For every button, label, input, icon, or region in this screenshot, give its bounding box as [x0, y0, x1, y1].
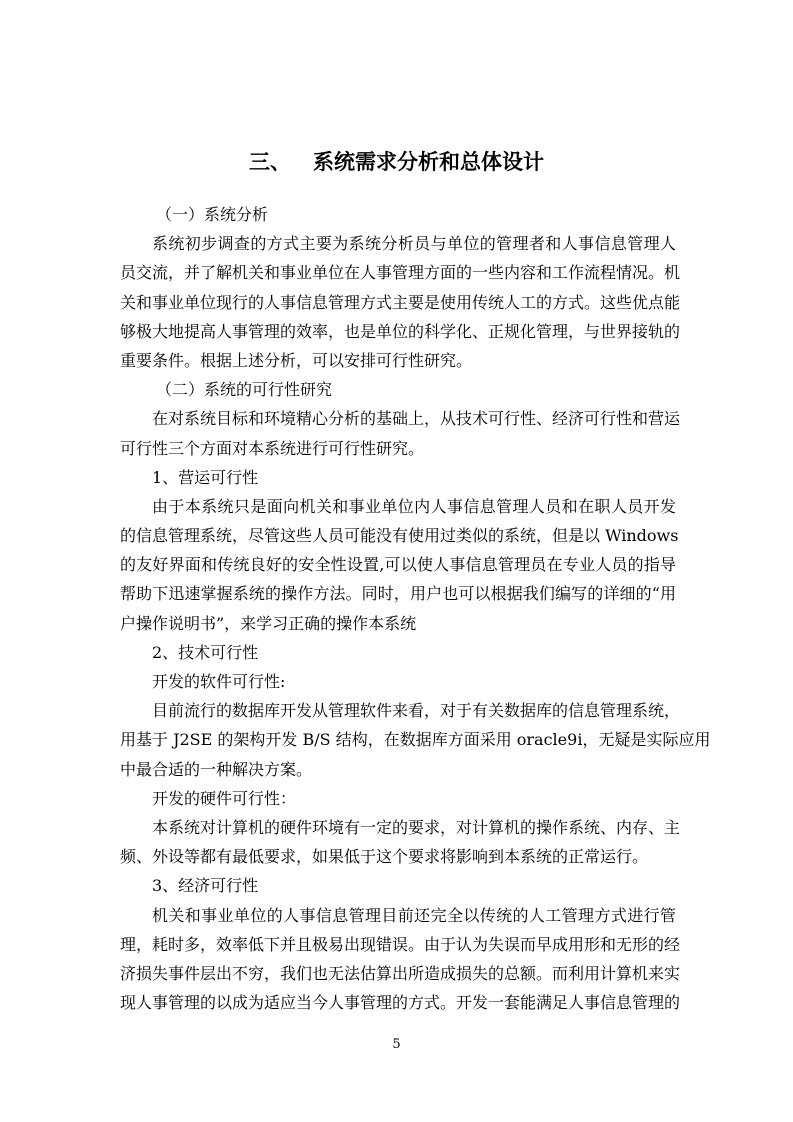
paragraph-line: 员交流，并了解机关和事业单位在人事管理方面的一些内容和工作流程情况。机: [120, 263, 681, 283]
paragraph-line: 机关和事业单位的人事信息管理目前还完全以传统的人工管理方式进行管: [152, 905, 676, 925]
paragraph-line: 可行性三个方面对本系统进行可行性研究。: [120, 438, 425, 458]
paragraph-line: 户操作说明书”，来学习正确的操作本系统: [120, 613, 417, 633]
paragraph-line: 帮助下迅速掌握系统的操作方法。同时，用户也可以根据我们编写的详细的“用: [120, 584, 676, 604]
section-number: 三、: [249, 150, 291, 174]
paragraph-line: 关和事业单位现行的人事信息管理方式主要是使用传统人工的方式。这些优点能: [120, 292, 681, 312]
subsection-heading: 2、技术可行性: [152, 642, 259, 662]
paragraph-line: 由于本系统只是面向机关和事业单位内人事信息管理人员和在职人员开发: [152, 496, 676, 516]
subsection-heading: 1、营运可行性: [152, 467, 259, 487]
paragraph-line: 现人事管理的以成为适应当今人事管理的方式。开发一套能满足人事信息管理的: [120, 993, 681, 1013]
paragraph-line: 用基于 J2SE 的架构开发 B/S 结构，在数据库方面采用 oracle9i，无疑是实际应用: [120, 730, 711, 750]
paragraph-line: 目前流行的数据库开发从管理软件来看，对于有关数据库的信息管理系统，: [152, 701, 681, 721]
paragraph-line: 够极大地提高人事管理的效率，也是单位的科学化、正规化管理，与世界接轨的: [120, 321, 681, 341]
paragraph-line: 频、外设等都有最低要求，如果低于这个要求将影响到本系统的正常运行。: [120, 847, 649, 867]
subsection-heading: 3、经济可行性: [152, 876, 259, 896]
paragraph-line: 在对系统目标和环境精心分析的基础上，从技术可行性、经济可行性和营运: [152, 409, 681, 429]
paragraph-line: 理，耗时多，效率低下并且极易出现错误。由于认为失误而早成用形和无形的经: [120, 934, 681, 954]
paragraph-line: 的友好界面和传统良好的安全性设置,可以使人事信息管理员在专业人员的指导: [120, 555, 676, 575]
paragraph-line: 开发的硬件可行性：: [152, 788, 297, 808]
paragraph-line: 系统初步调查的方式主要为系统分析员与单位的管理者和人事信息管理人: [152, 234, 676, 254]
paragraph-line: 开发的软件可行性:: [152, 672, 286, 691]
paragraph-line: 本系统对计算机的硬件环境有一定的要求，对计算机的操作系统、内存、主: [152, 817, 681, 837]
subsection-heading: （一）系统分析: [156, 205, 269, 224]
body-text: [120, 200, 711, 1017]
subsection-heading: （二）系统的可行性研究: [156, 380, 333, 400]
section-title: [0, 146, 793, 176]
section-title-text: 系统需求分析和总体设计: [313, 150, 544, 174]
page-number: 5: [392, 1037, 401, 1052]
paragraph-line: 的信息管理系统，尽管这些人员可能没有使用过类似的系统，但是以 Windows: [120, 526, 679, 546]
paragraph-line: 重要条件。根据上述分析，可以安排可行性研究。: [120, 350, 473, 370]
paragraph-line: 济损失事件层出不穷，我们也无法估算出所造成损失的总额。而利用计算机来实: [120, 963, 681, 983]
paragraph-line: 中最合适的一种解决方案。: [120, 759, 313, 779]
